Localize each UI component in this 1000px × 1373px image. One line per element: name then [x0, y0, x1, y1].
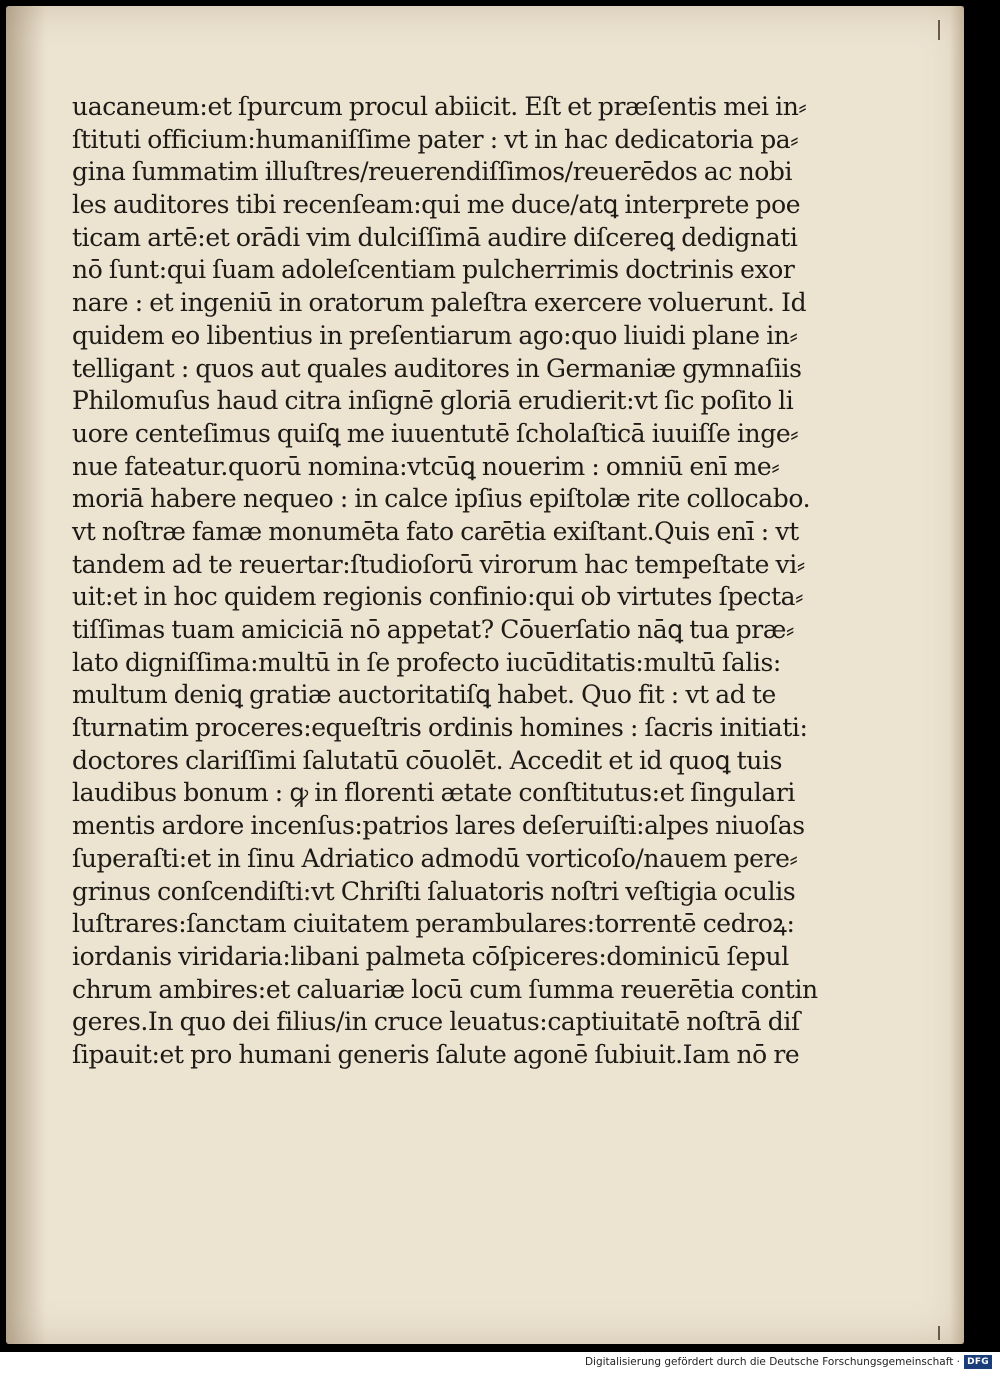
text-line: ticam artē:et orādi vim dulciſſimā audire diſcereꝗ dedignati	[72, 222, 798, 252]
text-line: nō ſunt:qui ſuam adoleſcentiam pulcherrimis doctrinis exor	[72, 255, 795, 285]
funding-credit: Digitalisierung gefördert durch die Deutsche Forschungsgemeinschaft ·	[584, 1356, 960, 1368]
text-line: ſtituti officium:humaniſſime pater : vt in hac dedicatoria pa⸗	[72, 124, 799, 154]
text-line: laudibus bonum : ꝙ in florenti ætate conſtitutus:et ſingulari	[72, 778, 795, 808]
gutter-shadow	[6, 6, 46, 1344]
text-line: tandem ad te reuertar:ſtudioſorū virorum hac tempeſtate vi⸗	[72, 549, 805, 579]
page-edge	[950, 6, 964, 1344]
text-line: mentis ardore incenſus:patrios lares deſeruiſti:alpes niuoſas	[72, 811, 805, 841]
text-line: chrum ambires:et caluariæ locū cum ſumma reuerētia contin	[72, 974, 818, 1004]
page-edge-mark-bottom	[938, 1326, 940, 1340]
text-line: Philomuſus haud citra inſignē gloriā erudierit:vt ſic poſito li	[72, 386, 794, 416]
text-line: luſtrares:ſanctam ciuitatem perambulares:torrentē cedroꝝ:	[72, 909, 795, 939]
text-line: ſuperaſti:et in ſinu Adriatico admodū vorticoſo/nauem pere⸗	[72, 843, 798, 873]
text-line: tiſſimas tuam amiciciā nō appetat? Cōuerſatio nāꝗ tua præ⸗	[72, 615, 794, 644]
text-line: doctores clariſſimi ſalutatū cōuolēt. Accedit et id quoꝗ tuis	[72, 745, 783, 775]
text-line: ſipauit:et pro humani generis ſalute agonē ſubiuit.Iam nō re	[72, 1039, 800, 1069]
page-edge-mark-top	[938, 20, 940, 40]
text-line: uit:et in hoc quidem regionis confinio:qui ob virtutes ſpecta⸗	[72, 582, 804, 612]
text-line: uacaneum:et ſpurcum procul abiicit. Eſt et præſentis mei in⸗	[72, 92, 807, 121]
text-line: les auditores tibi recenſeam:qui me duce/atꝗ interprete poe	[72, 190, 801, 220]
text-line: telligant : quos aut quales auditores in Germaniæ gymnaſiis	[72, 353, 802, 383]
text-line: nare : et ingeniū in oratorum paleſtra exercere voluerunt. Id	[72, 288, 807, 318]
text-line: nue fateatur.quorū nomina:vtcūꝗ nouerim : omniū enī me⸗	[72, 451, 780, 481]
text-line: ſturnatim proceres:equeſtris ordinis homines : ſacris initiati:	[72, 713, 808, 743]
footer-bar	[0, 1352, 1000, 1373]
book-page	[6, 6, 964, 1344]
body-text	[72, 91, 842, 1072]
text-line: quidem eo libentius in preſentiarum ago:quo liuidi plane in⸗	[72, 320, 798, 350]
text-line: geres.In quo dei filius/in cruce leuatus:captiuitatē noſtrā diſ	[72, 1007, 800, 1037]
text-line: vt noſtræ famæ monumēta fato carētia exiſtant.Quis enī : vt	[72, 516, 799, 546]
text-line: lato digniſſima:multū in ſe profecto iucūditatis:multū ſalis:	[72, 647, 781, 677]
text-line: multum deniꝗ gratiæ auctoritatiſꝗ habet. Quo fit : vt ad te	[72, 680, 776, 710]
text-line: gina ſummatim illuſtres/reuerendiſſimos/reuerēdos ac nobi	[72, 157, 793, 187]
dfg-logo-icon: DFG	[964, 1355, 992, 1369]
text-line: uore centeſimus quiſꝗ me iuuentutē ſcholaſticā iuuiſſe inge⸗	[72, 418, 799, 448]
text-line: iordanis viridaria:libani palmeta cōſpiceres:dominicū ſepul	[72, 941, 789, 971]
text-line: grinus conſcendiſti:vt Chriſti ſaluatoris noſtri veſtigia oculis	[72, 876, 796, 906]
text-line: moriā habere nequeo : in calce ipſius epiſtolæ rite collocabo.	[72, 484, 811, 514]
